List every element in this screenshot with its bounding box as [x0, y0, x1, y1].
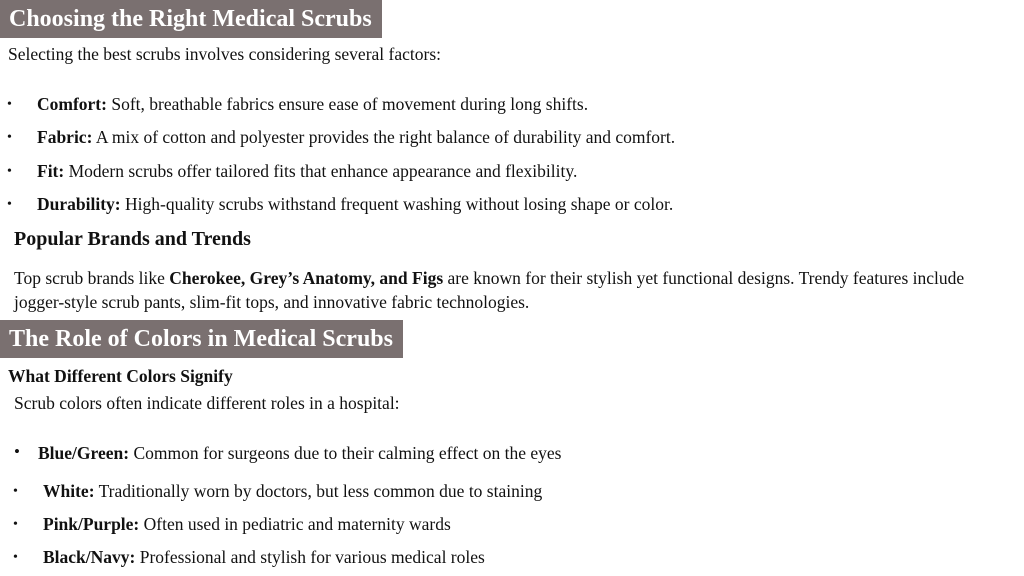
list-item-text [37, 193, 673, 215]
list-item-description: Traditionally worn by doctors, but less common due to staining [94, 481, 543, 501]
brands-heading: Popular Brands and Trends [14, 228, 251, 250]
list-item-label: Durability: [37, 194, 121, 214]
bullet-icon: • [7, 164, 12, 179]
section-title-colors: The Role of Colors in Medical Scrubs [0, 320, 403, 358]
brands-names: Cherokee, Grey’s Anatomy, and Figs [169, 268, 444, 288]
section1-intro: Selecting the best scrubs involves considering several factors: [8, 44, 442, 64]
list-item-label: Pink/Purple: [43, 514, 140, 534]
list-item-text [37, 126, 675, 148]
section2-intro: Scrub colors often indicate different roles in a hospital: [14, 393, 400, 413]
bullet-icon: • [13, 517, 18, 532]
list-item-text [43, 480, 542, 502]
list-item-description: High-quality scrubs withstand frequent washing without losing shape or color. [120, 194, 674, 214]
list-item-label: Fit: [37, 161, 65, 181]
bullet-icon: • [13, 484, 18, 499]
bullet-icon: • [7, 97, 12, 112]
list-item-text [38, 442, 561, 464]
list-item-label: Blue/Green: [38, 443, 130, 463]
section-title-choosing-scrubs: Choosing the Right Medical Scrubs [0, 0, 382, 38]
bullet-icon: • [7, 197, 12, 212]
list-item-label: Fabric: [37, 127, 93, 147]
list-item-text [43, 513, 451, 535]
bullet-icon: • [14, 442, 20, 461]
list-item-description: Soft, breathable fabrics ensure ease of movement during long shifts. [106, 94, 589, 114]
list-item-label: White: [43, 481, 95, 501]
list-item-description: Professional and stylish for various medical roles [135, 547, 485, 567]
list-item-text [37, 160, 577, 182]
list-item-description: Common for surgeons due to their calming effect on the eyes [129, 443, 562, 463]
list-item-text [43, 546, 485, 568]
list-item-description: A mix of cotton and polyester provides the right balance of durability and comfort. [92, 127, 676, 147]
list-item-text [37, 93, 588, 115]
colors-subheading: What Different Colors Signify [8, 366, 233, 386]
bullet-icon: • [7, 130, 12, 145]
list-item-description: Modern scrubs offer tailored fits that enhance appearance and flexibility. [64, 161, 578, 181]
brands-text-after: are known for their stylish yet functional designs. Trendy features include jogger-style scrub pants, slim-fit tops, and innovative fabric technologies. [14, 268, 965, 312]
brands-text-before: Top scrub brands like [14, 268, 170, 288]
bullet-icon: • [13, 550, 18, 565]
list-item-label: Black/Navy: [43, 547, 136, 567]
list-item-label: Comfort: [37, 94, 107, 114]
brands-paragraph [14, 266, 1014, 314]
list-item-description: Often used in pediatric and maternity wards [139, 514, 451, 534]
